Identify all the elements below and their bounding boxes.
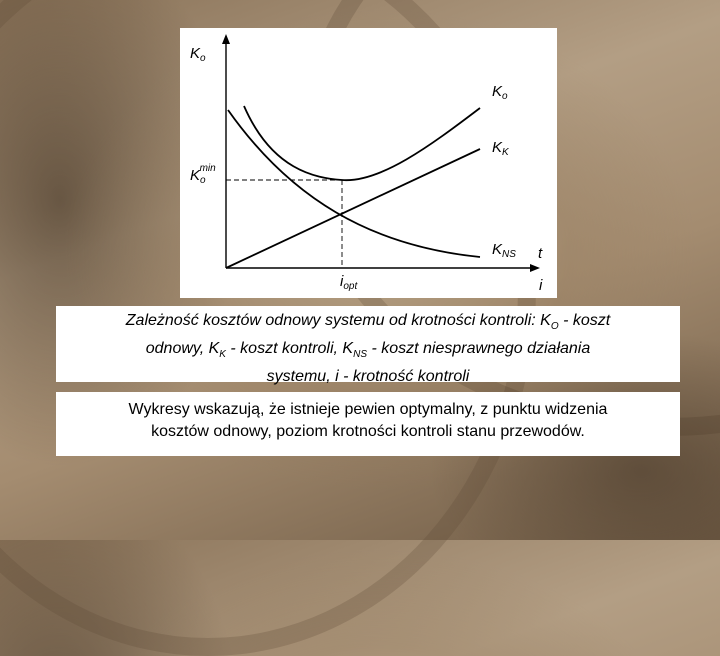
cost-diagram xyxy=(180,28,557,298)
x-axis-label-t: t xyxy=(538,245,543,262)
x-axis-arrow xyxy=(530,264,540,272)
diagram-svg xyxy=(180,28,557,298)
kns-curve xyxy=(228,110,480,257)
y-axis-label: $K_o$ xyxy=(190,45,206,64)
caption-line-1: Zależność kosztów odnowy systemu od krotności kontroli: $K_O$ - koszt xyxy=(125,312,611,333)
kns-curve-label: $K_{NS}$ xyxy=(492,241,516,260)
caption-line-3: systemu, i - krotność kontroli xyxy=(266,368,470,386)
y-axis-arrow xyxy=(222,34,230,44)
kk-curve xyxy=(226,149,480,268)
caption-line-2: odnowy, $K_K$ - koszt kontroli, $K_{NS}$ - koszt niesprawnego działania xyxy=(145,340,591,361)
conclusion-line-2: kosztów odnowy, poziom krotności kontroli stanu przewodów. xyxy=(151,423,585,440)
conclusion-line-1: Wykresy wskazują, że istnieje pewien optymalny, z punktu widzenia xyxy=(128,401,608,418)
figure-caption xyxy=(56,306,680,386)
conclusion-text xyxy=(56,392,680,456)
x-axis-label-i: i xyxy=(539,277,543,294)
ko-curve-label: $K_o$ xyxy=(492,83,508,102)
i-opt-label: $i_{opt}$ xyxy=(340,273,358,292)
ko-min-label: $K_o\min$ xyxy=(190,163,216,186)
kk-curve-label: $K_K$ xyxy=(492,139,509,158)
